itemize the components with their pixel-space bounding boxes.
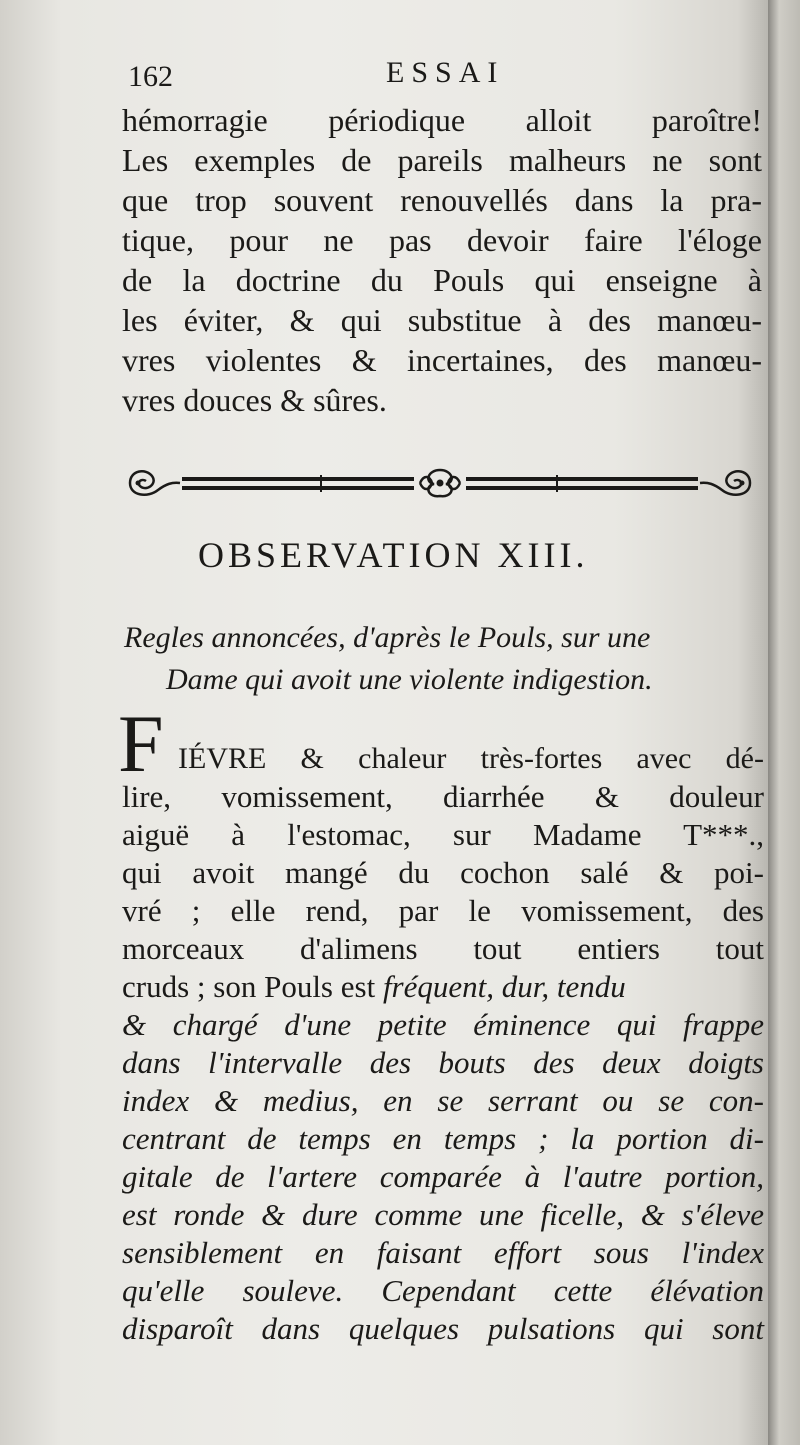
text-line: morceaux d'alimens tout entiers tout: [122, 931, 764, 966]
text-line: & chargé d'une petite éminence qui frappe: [122, 1007, 764, 1042]
text-line: vré ; elle rend, par le vomissement, des: [122, 893, 764, 928]
observation-subtitle-line: Regles annoncées, d'après le Pouls, sur une: [124, 621, 651, 654]
text-line: lire, vomissement, diarrhée & douleur: [122, 779, 764, 814]
observation-subtitle-line: Dame qui avoit une violente indigestion.: [166, 663, 653, 696]
text-line: est ronde & dure comme une ficelle, & s'éleve: [122, 1197, 764, 1232]
text-line: [122, 968, 764, 1006]
text-line: sensiblement en faisant effort sous l'index: [122, 1235, 764, 1270]
text-italic: fréquent, dur, tendu: [382, 969, 626, 1004]
running-title: ESSAI: [386, 56, 505, 89]
text-line: gitale de l'artere comparée à l'autre portion,: [122, 1159, 764, 1194]
page-number: 162: [128, 60, 173, 93]
ornamental-divider: [124, 462, 756, 504]
text-line: les éviter, & qui substitue à des manœu-: [122, 302, 762, 338]
text-line: qui avoit mangé du cochon salé & poi-: [122, 855, 764, 890]
text-line: vres douces & sûres.: [122, 382, 387, 418]
page-header: [122, 52, 764, 96]
book-page-edge: [768, 0, 800, 1445]
text-line: dans l'intervalle des bouts des deux doigts: [122, 1045, 764, 1080]
text-line: qu'elle souleve. Cependant cette élévation: [122, 1273, 764, 1308]
observation-title: OBSERVATION XIII.: [198, 535, 589, 575]
text-line: vres violentes & incertaines, des manœu-: [122, 342, 762, 378]
text-line: IÉVRE & chaleur très-fortes avec dé-: [178, 742, 764, 775]
text-line: aiguë à l'estomac, sur Madame T***.,: [122, 817, 764, 852]
text-roman: cruds ; son Pouls est: [122, 969, 383, 1004]
text-line: index & medius, en se serrant ou se con-: [122, 1083, 764, 1118]
text-line: que trop souvent renouvellés dans la pra-: [122, 182, 762, 218]
text-line: centrant de temps en temps ; la portion di-: [122, 1121, 764, 1156]
text-line: Les exemples de pareils malheurs ne sont: [122, 142, 762, 178]
text-line: disparoît dans quelques pulsations qui sont: [122, 1311, 764, 1346]
text-line: de la doctrine du Pouls qui enseigne à: [122, 262, 762, 298]
drop-cap: F: [118, 698, 164, 789]
text-line: tique, pour ne pas devoir faire l'éloge: [122, 222, 762, 258]
text-line: hémorragie périodique alloit paroître!: [122, 102, 762, 138]
